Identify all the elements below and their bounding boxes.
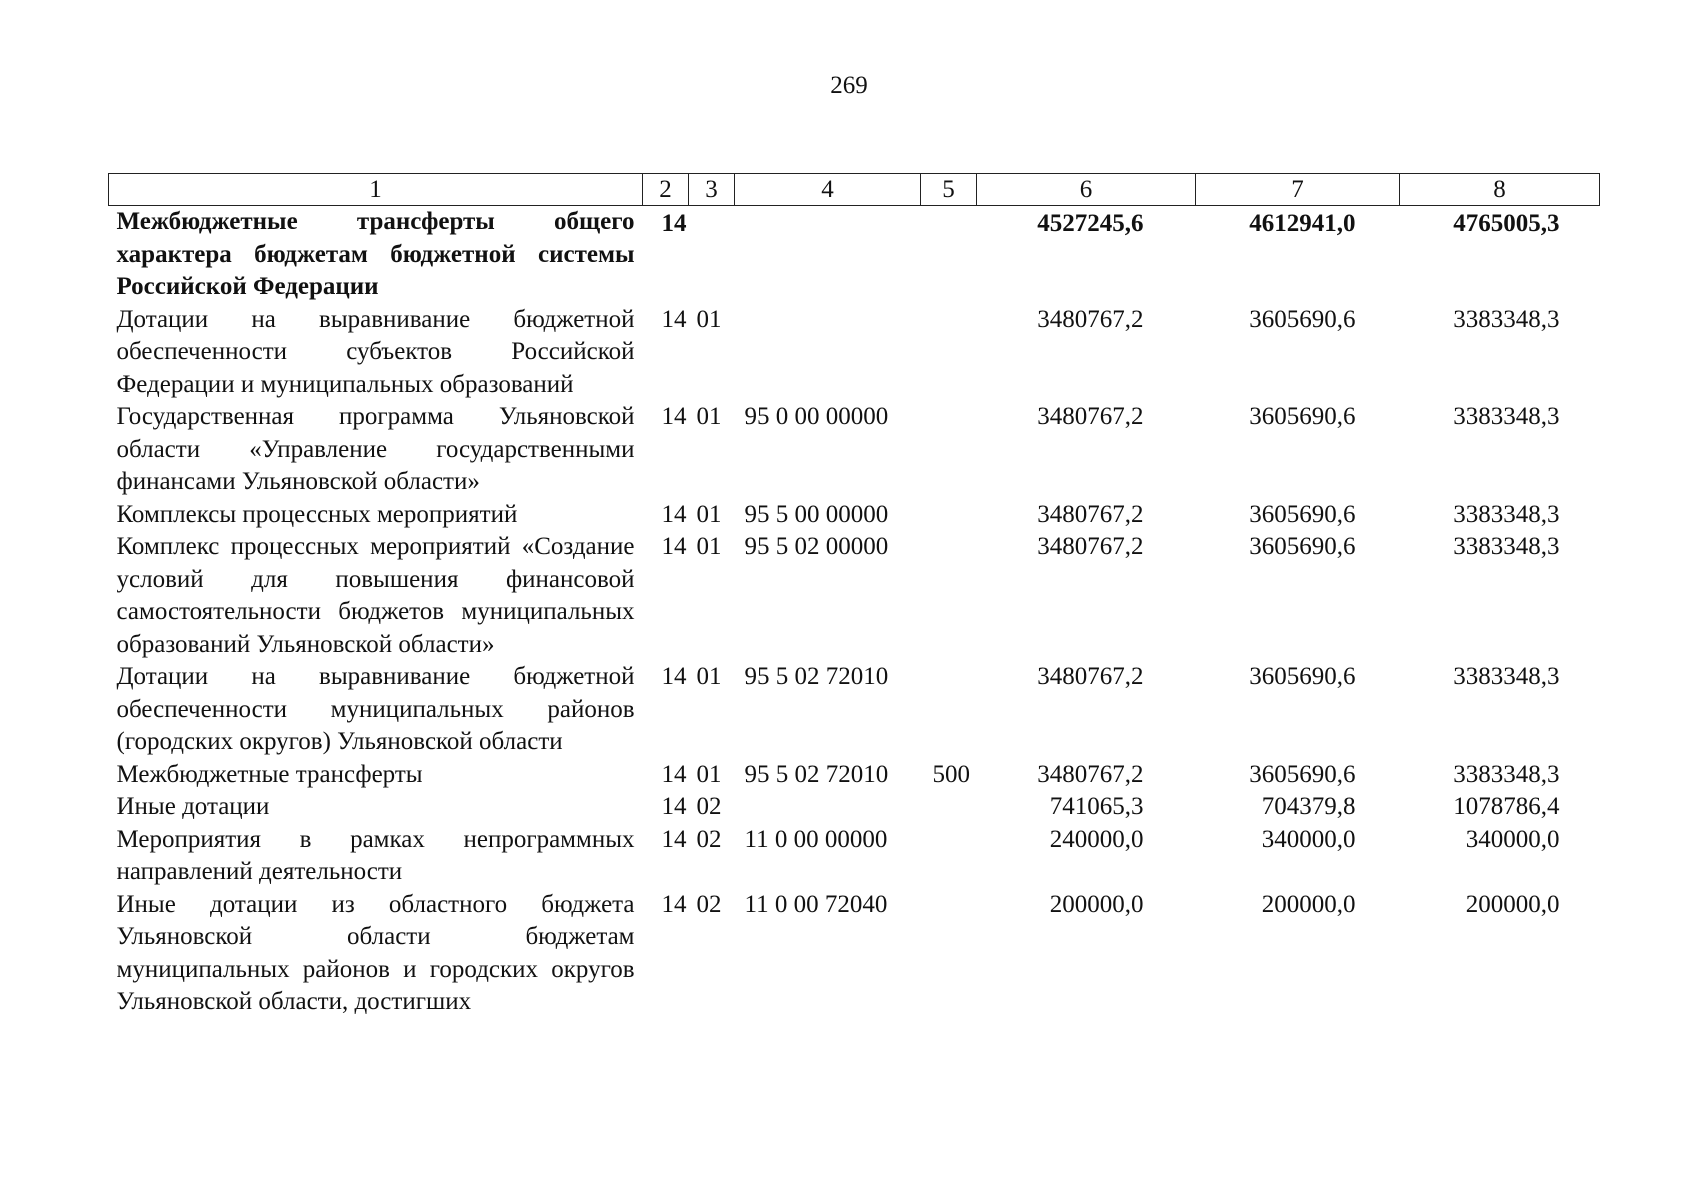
table-row bbox=[109, 531, 1600, 661]
header-cell: 5 bbox=[921, 174, 977, 206]
section-code: 14 bbox=[661, 890, 687, 918]
section-code: 14 bbox=[661, 305, 687, 333]
amount-col8: 200000,0 bbox=[1465, 890, 1560, 918]
expense-type-code bbox=[921, 889, 977, 1019]
amount-col7: 3605690,6 bbox=[1249, 760, 1356, 788]
table-row bbox=[109, 824, 1600, 889]
expense-type-code bbox=[921, 499, 977, 532]
expense-type-code bbox=[921, 791, 977, 824]
target-article-code: 95 5 00 00000 bbox=[744, 500, 889, 528]
item-name: Дотации на выравнивание бюджетной обеспеченности муниципальных районов (городских округов) Ульяновской области bbox=[116, 663, 635, 755]
expense-type-code: 500 bbox=[932, 760, 970, 788]
table-row bbox=[109, 759, 1600, 792]
item-name: Мероприятия в рамках непрограммных направлений деятельности bbox=[116, 825, 635, 885]
amount-col6: 240000,0 bbox=[1049, 825, 1144, 853]
amount-col6: 3480767,2 bbox=[1037, 305, 1144, 333]
subsection-code bbox=[689, 206, 735, 304]
amount-col7: 4612941,0 bbox=[1249, 210, 1356, 237]
header-cell: 7 bbox=[1196, 174, 1400, 206]
target-article-code: 11 0 00 72040 bbox=[744, 890, 888, 918]
amount-col6: 3480767,2 bbox=[1037, 760, 1144, 788]
table-row bbox=[109, 206, 1600, 304]
header-cell: 2 bbox=[643, 174, 689, 206]
target-article-code: 11 0 00 00000 bbox=[744, 825, 888, 853]
item-name: Дотации на выравнивание бюджетной обеспеченности субъектов Российской Федерации и муниципальных образований bbox=[116, 305, 635, 398]
subsection-code: 01 bbox=[696, 663, 722, 690]
target-article-code: 95 5 02 72010 bbox=[744, 760, 889, 788]
amount-col6: 3480767,2 bbox=[1037, 663, 1144, 690]
item-name: Комплекс процессных мероприятий «Создание условий для повышения финансовой самостоятельности бюджетов муниципальных образований Ульяновской области» bbox=[116, 533, 635, 658]
item-name: Межбюджетные трансферты bbox=[116, 760, 423, 788]
amount-col8: 3383348,3 bbox=[1453, 533, 1560, 560]
subsection-code: 01 bbox=[696, 403, 722, 430]
budget-table bbox=[108, 173, 1600, 1019]
subsection-code: 02 bbox=[696, 793, 722, 820]
amount-col6: 741065,3 bbox=[1049, 793, 1144, 820]
item-name: Иные дотации bbox=[116, 793, 270, 820]
section-code: 14 bbox=[661, 825, 687, 853]
table-row bbox=[109, 889, 1600, 1019]
amount-col7: 704379,8 bbox=[1261, 793, 1356, 820]
expense-type-code bbox=[921, 661, 977, 759]
target-article-code: 95 5 02 72010 bbox=[744, 663, 889, 690]
subsection-code: 01 bbox=[696, 305, 722, 333]
expense-type-code bbox=[921, 824, 977, 889]
table-row bbox=[109, 499, 1600, 532]
page-number: 269 bbox=[830, 72, 868, 99]
header-cell: 3 bbox=[689, 174, 735, 206]
amount-col8: 3383348,3 bbox=[1453, 760, 1560, 788]
item-name: Межбюджетные трансферты общего характера бюджетам бюджетной системы Российской Федерации bbox=[116, 208, 635, 300]
item-name: Комплексы процессных мероприятий bbox=[116, 500, 518, 528]
amount-col8: 3383348,3 bbox=[1453, 305, 1560, 333]
amount-col7: 3605690,6 bbox=[1249, 403, 1356, 430]
section-code: 14 bbox=[661, 210, 687, 237]
subsection-code: 01 bbox=[696, 500, 722, 528]
header-cell: 1 bbox=[109, 174, 643, 206]
section-code: 14 bbox=[661, 500, 687, 528]
table-body bbox=[109, 206, 1600, 1019]
target-article-code bbox=[735, 791, 921, 824]
header-cell: 6 bbox=[977, 174, 1196, 206]
amount-col6: 3480767,2 bbox=[1037, 500, 1144, 528]
section-code: 14 bbox=[661, 760, 687, 788]
section-code: 14 bbox=[661, 403, 687, 430]
amount-col7: 340000,0 bbox=[1261, 825, 1356, 853]
expense-type-code bbox=[921, 401, 977, 499]
amount-col6: 200000,0 bbox=[1049, 890, 1144, 918]
header-row bbox=[109, 174, 1600, 206]
amount-col7: 3605690,6 bbox=[1249, 663, 1356, 690]
expense-type-code bbox=[921, 206, 977, 304]
subsection-code: 02 bbox=[696, 890, 722, 918]
amount-col8: 1078786,4 bbox=[1453, 793, 1560, 820]
subsection-code: 02 bbox=[696, 825, 722, 853]
amount-col6: 3480767,2 bbox=[1037, 403, 1144, 430]
amount-col6: 3480767,2 bbox=[1037, 533, 1144, 560]
section-code: 14 bbox=[661, 793, 687, 820]
expense-type-code bbox=[921, 531, 977, 661]
header-cell: 8 bbox=[1400, 174, 1600, 206]
table-row bbox=[109, 401, 1600, 499]
subsection-code: 01 bbox=[696, 533, 722, 560]
expense-type-code bbox=[921, 304, 977, 402]
item-name: Иные дотации из областного бюджета Ульяновской области бюджетам муниципальных районов и городских округов Ульяновской области, достигших bbox=[116, 890, 635, 1015]
table-row bbox=[109, 661, 1600, 759]
amount-col7: 3605690,6 bbox=[1249, 305, 1356, 333]
target-article-code bbox=[735, 304, 921, 402]
header-cell: 4 bbox=[735, 174, 921, 206]
section-code: 14 bbox=[661, 663, 687, 690]
amount-col6: 4527245,6 bbox=[1037, 210, 1144, 237]
amount-col8: 3383348,3 bbox=[1453, 403, 1560, 430]
target-article-code: 95 5 02 00000 bbox=[744, 533, 889, 560]
target-article-code: 95 0 00 00000 bbox=[744, 403, 889, 430]
amount-col8: 4765005,3 bbox=[1453, 210, 1560, 237]
amount-col8: 3383348,3 bbox=[1453, 663, 1560, 690]
amount-col7: 3605690,6 bbox=[1249, 500, 1356, 528]
amount-col8: 340000,0 bbox=[1465, 825, 1560, 853]
amount-col7: 200000,0 bbox=[1261, 890, 1356, 918]
table-row bbox=[109, 791, 1600, 824]
amount-col8: 3383348,3 bbox=[1453, 500, 1560, 528]
target-article-code bbox=[735, 206, 921, 304]
section-code: 14 bbox=[661, 533, 687, 560]
item-name: Государственная программа Ульяновской области «Управление государственными финансами Ульяновской области» bbox=[116, 403, 635, 495]
amount-col7: 3605690,6 bbox=[1249, 533, 1356, 560]
table-row bbox=[109, 304, 1600, 402]
subsection-code: 01 bbox=[696, 760, 722, 788]
